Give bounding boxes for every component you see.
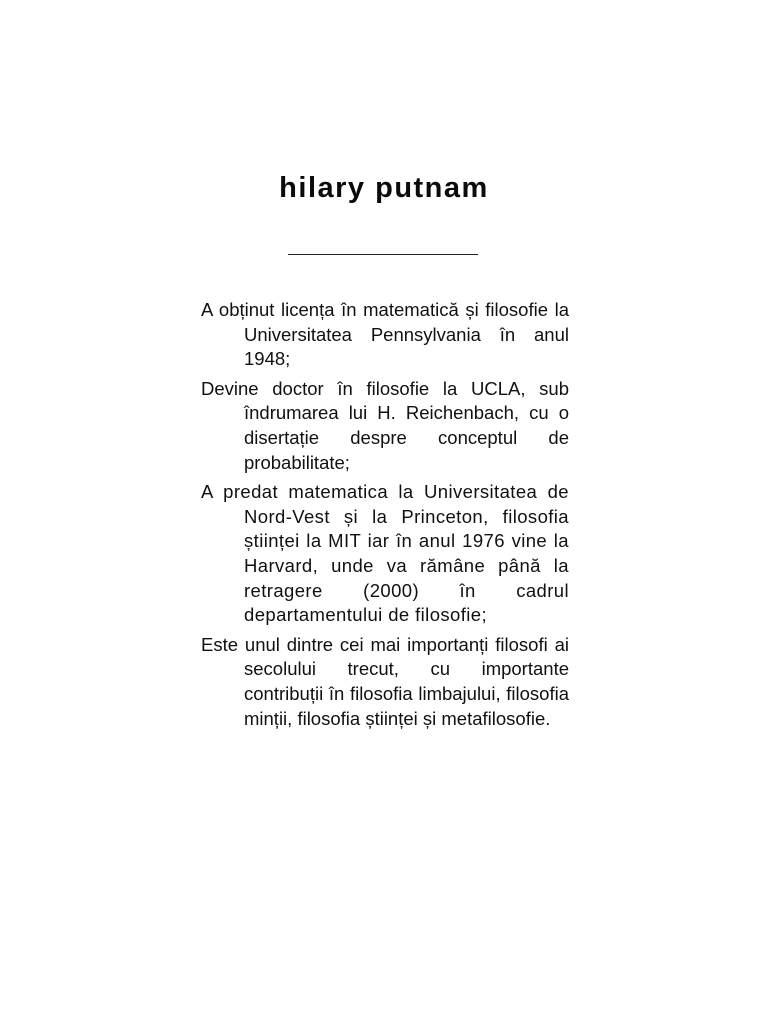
page-title: hilary putnam bbox=[279, 172, 489, 204]
biography-list bbox=[201, 298, 569, 736]
biography-entry-teaching: A predat matematica la Universitatea de Nord-Vest și la Princeton, filosofia științei la MIT iar în anul 1976 vine la Harvard, unde va rămâne până la retragere (2000) în cadrul departamentului de filosofie; bbox=[201, 481, 569, 626]
biography-entry-doctorate: Devine doctor în filosofie la UCLA, sub îndrumarea lui H. Reichenbach, cu o disertație despre conceptul de probabilitate; bbox=[201, 377, 569, 473]
biography-entry-contributions: Este unul dintre cei mai importanți filosofi ai secolului trecut, cu importante contribuții în filosofia limbajului, filosofia minții, filosofia științei și metafilosofie. bbox=[201, 633, 569, 729]
title-divider bbox=[288, 254, 478, 255]
biography-entry-education: A obținut licența în matematică și filosofie la Universitatea Pennsylvania în anul 1948; bbox=[201, 299, 569, 370]
